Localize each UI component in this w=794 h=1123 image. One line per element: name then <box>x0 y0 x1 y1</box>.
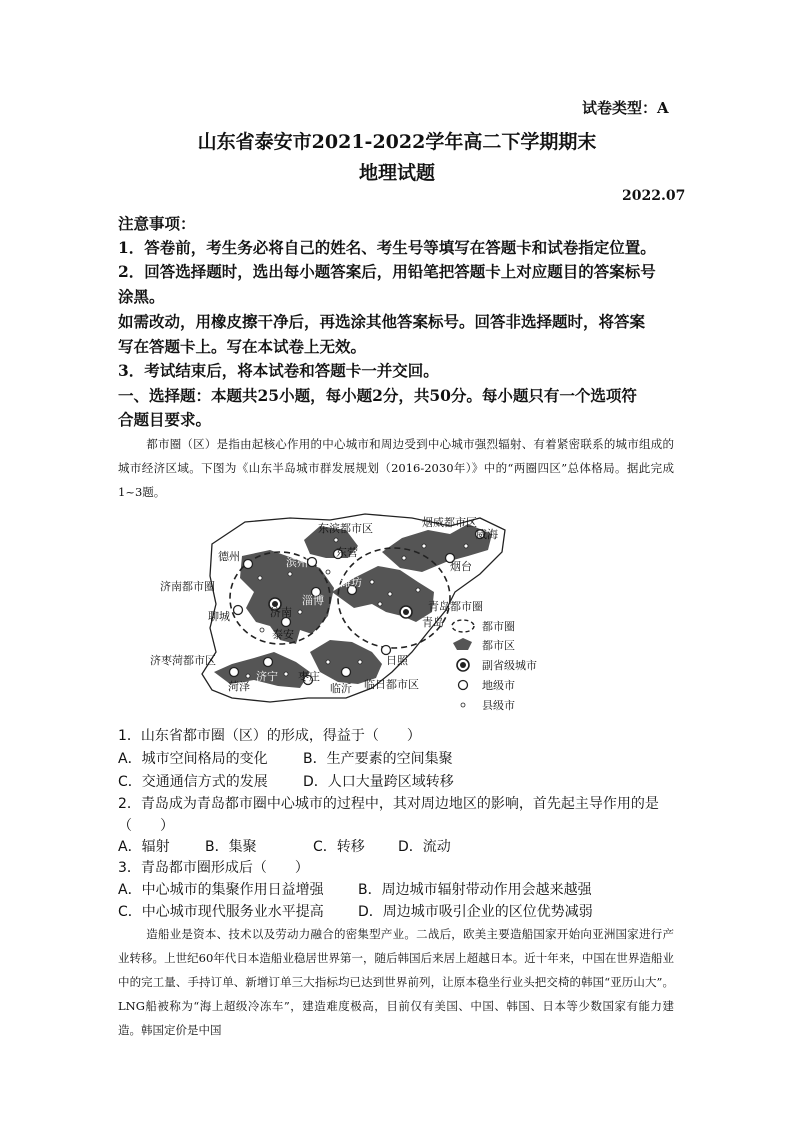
legend-label: 副省级城市 <box>482 659 537 672</box>
prefecture-city-binzhou <box>308 558 317 567</box>
option-3b: B．周边城市辐射带动作用会越来越强 <box>358 882 592 898</box>
map-legend <box>452 619 537 712</box>
option-2d: D．流动 <box>398 839 451 855</box>
legend-sub-provincial-core <box>460 662 466 668</box>
passage-2 <box>118 922 674 1042</box>
legend-label: 县级市 <box>482 699 515 712</box>
notice-item: 1．答卷前，考生务必将自己的姓名、考生号等填写在答题卡和试卷指定位置。 <box>118 238 656 257</box>
option-2a: A．辐射 <box>118 839 170 855</box>
map-label-binzhou: 滨州 <box>286 556 308 569</box>
map-label-jizaoheze: 济枣菏都市区 <box>150 654 216 667</box>
section-heading-cont: 合题目要求。 <box>118 410 212 429</box>
map-label-liaocheng: 聊城 <box>208 610 230 623</box>
prefecture-city-jining <box>264 658 273 667</box>
legend-metro-area-symbol <box>453 638 472 650</box>
map-label-jining: 济宁 <box>256 670 278 683</box>
legend-label: 都市圈 <box>482 620 515 633</box>
notice-item: 2．回答选择题时，选出每小题答案后，用铅笔把答题卡上对应题目的答案标号 <box>118 262 656 281</box>
legend-prefecture-symbol <box>459 681 468 690</box>
question-stem: 2．青岛成为青岛都市圈中心城市的过程中，其对周边地区的影响，首先起主导作用的是 <box>118 796 659 812</box>
map-label-zaozhuang: 枣庄 <box>298 670 320 683</box>
option-3c: C．中心城市现代服务业水平提高 <box>118 904 324 920</box>
map-label-linyi: 临沂 <box>330 682 352 695</box>
legend-county-symbol <box>461 703 465 707</box>
map-label-qingdao: 青岛 <box>422 616 444 629</box>
map-label-taian: 泰安 <box>272 628 294 641</box>
map-label-dezhou: 德州 <box>218 550 240 563</box>
section-heading: 一、选择题：本题共25小题，每小题2分，共50分。每小题只有一个选项符 <box>118 386 637 405</box>
notice-item: 涂黑。 <box>118 287 165 306</box>
map-label-zibo: 淄博 <box>302 594 324 607</box>
option-1b: B．生产要素的空间集聚 <box>303 751 453 767</box>
map-label-qingdao-circle: 青岛都市圈 <box>428 600 483 613</box>
map-label-linri: 临日都市区 <box>364 678 419 691</box>
paper-type: 试卷类型：A <box>582 99 669 117</box>
map-label-heze: 菏泽 <box>228 680 250 693</box>
option-1a: A．城市空间格局的变化 <box>118 751 268 767</box>
exam-subtitle: 地理试题 <box>358 162 435 184</box>
map-label-rizhao: 日照 <box>386 654 408 667</box>
option-2c: C．转移 <box>313 839 365 855</box>
prefecture-city-heze <box>230 668 239 677</box>
legend-label: 地级市 <box>482 679 515 692</box>
question-stem: 1．山东省都市圈（区）的形成，得益于（ ） <box>118 728 421 744</box>
passage-2-text: 造船业是资本、技术以及劳动力融合的密集型产业。二战后，欧美主要造船国家开始向亚洲国家进行产业转移。上世纪60年代日本造船业稳居世界第一，随后韩国后来居上超越日本。近十年来，中国在世界造船业中的完工量、手持订单、新增订单三大指标均已达到世界前列，让原本稳坐行业头把交椅的韩国“亚历山大”。LNG船被称为“海上超级冷冻车”，建造难度极高，目前仅有美国、中国、韩国、日本等少数国家有能力建造。韩国定价是中国 <box>118 927 674 1037</box>
map-label-dongying: 东营 <box>336 546 358 559</box>
question-stem-cont: （ ） <box>118 818 174 834</box>
map-label-yantai: 烟台 <box>450 560 472 573</box>
legend-metro-circle-symbol <box>452 620 474 632</box>
option-2b: B．集聚 <box>205 839 257 855</box>
map-label-jinan: 济南 <box>270 606 292 619</box>
option-3d: D．周边城市吸引企业的区位优势减弱 <box>358 904 593 920</box>
map-label-yanwei: 烟威都市区 <box>422 516 477 529</box>
exam-date: 2022.07 <box>622 188 686 204</box>
map-label-dongbin: 东滨都市区 <box>318 522 373 535</box>
shandong-city-map <box>150 512 680 722</box>
notice-item: 3．考试结束后，将本试卷和答题卡一并交回。 <box>118 361 439 380</box>
option-1d: D．人口大量跨区域转移 <box>303 774 454 790</box>
notice-item: 写在答题卡上。写在本试卷上无效。 <box>118 337 367 356</box>
passage-1 <box>118 432 674 504</box>
legend-label: 都市区 <box>482 639 515 652</box>
sub-provincial-city-qingdao-core <box>403 609 409 615</box>
option-3a: A．中心城市的集聚作用日益增强 <box>118 882 324 898</box>
passage-1-text: 都市圈（区）是指由起核心作用的中心城市和周边受到中心城市强烈辐射、有着紧密联系的城市组成的城市经济区域。下图为《山东半岛城市群发展规划（2016-2030年）》中的“两圈四区”总体格局。据此完成1~3题。 <box>118 437 674 499</box>
question-stem: 3．青岛都市圈形成后（ ） <box>118 860 309 876</box>
exam-title: 山东省泰安市2021-2022学年高二下学期期末 <box>197 131 597 153</box>
prefecture-city-linyi <box>342 668 351 677</box>
prefecture-city-liaocheng <box>234 606 243 615</box>
notice-heading: 注意事项： <box>118 214 196 233</box>
option-1c: C．交通通信方式的发展 <box>118 774 268 790</box>
map-label-weihai: 威海 <box>476 528 498 541</box>
notice-item: 如需改动，用橡皮擦干净后，再选涂其他答案标号。回答非选择题时，将答案 <box>118 312 646 331</box>
map-label-weifang: 潍坊 <box>340 576 362 589</box>
map-label-jinan-circle: 济南都市圈 <box>160 580 215 593</box>
prefecture-city-dezhou <box>244 560 253 569</box>
